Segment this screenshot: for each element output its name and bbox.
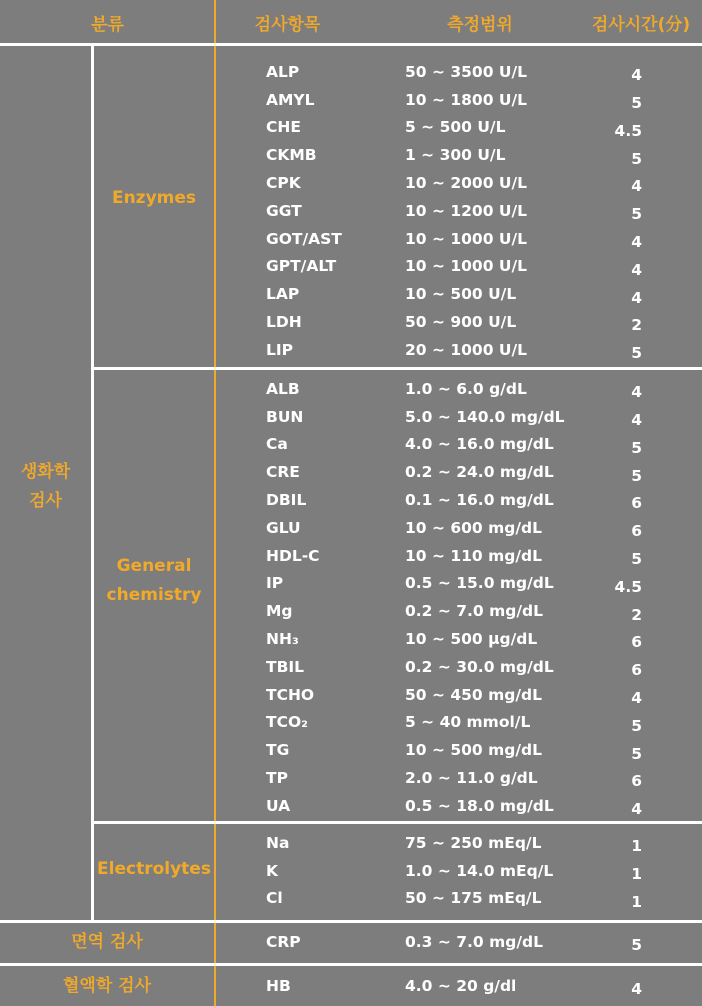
test-item: Mg (266, 602, 293, 621)
test-time: 4 (631, 800, 642, 819)
table-row (0, 197, 702, 225)
header-divider (0, 43, 702, 46)
test-item: GLU (266, 518, 301, 537)
test-item: CPK (266, 174, 301, 193)
table-row (0, 486, 702, 514)
test-item: IP (266, 574, 284, 593)
table-row (0, 653, 702, 681)
table-row (0, 458, 702, 486)
table-row (0, 625, 702, 653)
table-row (0, 114, 702, 142)
table-row (0, 764, 702, 792)
measure-range: 10 ~ 110 mg/dL (405, 546, 542, 565)
table-row (0, 681, 702, 709)
test-time: 4.5 (614, 121, 642, 140)
main-category-line1: 생화학 (20, 462, 71, 482)
test-item: HDL-C (266, 546, 320, 565)
test-item: K (266, 861, 279, 880)
table-row (0, 792, 702, 820)
category-hematology: 혈액학 검사 (62, 976, 152, 996)
test-time: 6 (631, 772, 642, 791)
test-time: 4 (631, 980, 642, 999)
test-item: ALP (266, 62, 300, 81)
table-row (0, 375, 702, 403)
test-time: 5 (631, 466, 642, 485)
measure-range: 10 ~ 1000 U/L (405, 257, 528, 276)
measure-range: 1.0 ~ 14.0 mEq/L (405, 861, 554, 880)
test-item: CKMB (266, 146, 317, 165)
measure-range: 0.5 ~ 15.0 mg/dL (405, 574, 554, 593)
measure-range: 10 ~ 2000 U/L (405, 174, 528, 193)
table-row (0, 280, 702, 308)
measure-range: 10 ~ 1200 U/L (405, 201, 528, 220)
measure-range: 0.3 ~ 7.0 mg/dL (405, 932, 543, 951)
test-time: 5 (631, 149, 642, 168)
group-divider-2 (93, 821, 702, 824)
test-time: 5 (631, 936, 642, 955)
test-time: 4 (631, 689, 642, 708)
test-time: 4 (631, 260, 642, 279)
table-row (0, 403, 702, 431)
test-time: 4 (631, 66, 642, 85)
measure-range: 50 ~ 450 mg/dL (405, 685, 542, 704)
test-item: AMYL (266, 90, 315, 109)
table-row (0, 431, 702, 459)
test-item: GPT/ALT (266, 257, 337, 276)
test-time: 6 (631, 494, 642, 513)
test-time: 4 (631, 177, 642, 196)
test-item: CRE (266, 463, 300, 482)
test-item: TP (266, 769, 288, 788)
table-row (0, 336, 702, 364)
test-time: 5 (631, 744, 642, 763)
test-time: 4 (631, 288, 642, 307)
category-immunology: 면역 검사 (71, 932, 143, 952)
measure-range: 10 ~ 1800 U/L (405, 90, 528, 109)
test-item: CHE (266, 118, 301, 137)
test-time: 6 (631, 661, 642, 680)
table-row (0, 86, 702, 114)
measure-range: 5 ~ 40 mmol/L (405, 713, 531, 732)
test-time: 5 (631, 94, 642, 113)
test-item: TG (266, 741, 290, 760)
test-item: TCO₂ (266, 713, 308, 732)
section-divider-1 (0, 920, 702, 923)
measure-range: 5.0 ~ 140.0 mg/dL (405, 407, 565, 426)
table-row (0, 253, 702, 281)
table-row (0, 736, 702, 764)
measure-range: 0.2 ~ 24.0 mg/dL (405, 463, 554, 482)
measure-range: 0.5 ~ 18.0 mg/dL (405, 796, 554, 815)
test-item: BUN (266, 407, 304, 426)
table-row (0, 597, 702, 625)
test-time: 2 (631, 316, 642, 335)
section-divider-2 (0, 963, 702, 966)
measure-range: 10 ~ 500 U/L (405, 285, 517, 304)
test-time: 1 (631, 865, 642, 884)
test-time: 6 (631, 522, 642, 541)
test-time: 4 (631, 233, 642, 252)
test-time: 1 (631, 892, 642, 911)
test-time: 6 (631, 633, 642, 652)
table-row (0, 141, 702, 169)
table-row (0, 58, 702, 86)
test-item: ALB (266, 379, 300, 398)
test-item: Ca (266, 435, 288, 454)
measure-range: 10 ~ 500 μg/dL (405, 630, 538, 649)
test-item: Na (266, 833, 290, 852)
test-item: HB (266, 976, 291, 995)
measure-range: 1 ~ 300 U/L (405, 146, 506, 165)
test-item: CRP (266, 932, 301, 951)
main-category-line2: 검사 (29, 490, 62, 511)
test-time: 5 (631, 344, 642, 363)
measure-range: 50 ~ 3500 U/L (405, 62, 528, 81)
test-item: GGT (266, 201, 302, 220)
test-time: 4 (631, 383, 642, 402)
group-name-line: chemistry (106, 584, 202, 605)
measure-range: 50 ~ 900 U/L (405, 313, 517, 332)
table-row (0, 885, 702, 913)
test-time: 1 (631, 837, 642, 856)
measure-range: 0.1 ~ 16.0 mg/dL (405, 491, 554, 510)
test-time: 5 (631, 438, 642, 457)
test-time: 5 (631, 550, 642, 569)
measure-range: 0.2 ~ 7.0 mg/dL (405, 602, 543, 621)
group-divider-1 (93, 367, 702, 370)
test-time: 4 (631, 411, 642, 430)
header-item: 검사항목 (254, 14, 321, 35)
table-row (0, 514, 702, 542)
measure-range: 5 ~ 500 U/L (405, 118, 506, 137)
table-row (0, 225, 702, 253)
measure-range: 0.2 ~ 30.0 mg/dL (405, 657, 554, 676)
measure-range: 10 ~ 600 mg/dL (405, 518, 542, 537)
measure-range: 4.0 ~ 16.0 mg/dL (405, 435, 554, 454)
table-row (0, 829, 702, 857)
measure-range: 4.0 ~ 20 g/dl (405, 976, 517, 995)
measure-range: 1.0 ~ 6.0 g/dL (405, 379, 527, 398)
test-item: LAP (266, 285, 300, 304)
test-time: 4.5 (614, 577, 642, 596)
test-item: LDH (266, 313, 302, 332)
group-name-line: General (116, 556, 192, 576)
test-item: NH₃ (266, 630, 299, 649)
table-row (0, 169, 702, 197)
header-range: 측정범위 (447, 14, 513, 35)
table-row (0, 857, 702, 885)
test-time: 5 (631, 716, 642, 735)
header-category: 분류 (91, 14, 124, 35)
test-item: TBIL (266, 657, 305, 676)
test-item: LIP (266, 340, 294, 359)
table-row (0, 709, 702, 737)
measure-range: 2.0 ~ 11.0 g/dL (405, 769, 538, 788)
table-row (0, 542, 702, 570)
test-item: TCHO (266, 685, 315, 704)
test-item: GOT/AST (266, 229, 342, 248)
header-time: 검사시간(分) (591, 14, 691, 35)
table-row (0, 308, 702, 336)
measure-range: 10 ~ 500 mg/dL (405, 741, 542, 760)
test-item: DBIL (266, 491, 307, 510)
measure-range: 50 ~ 175 mEq/L (405, 889, 542, 908)
group-name-line: Electrolytes (97, 859, 211, 879)
measure-range: 75 ~ 250 mEq/L (405, 833, 542, 852)
test-time: 5 (631, 205, 642, 224)
test-item: UA (266, 796, 291, 815)
table-row (0, 570, 702, 598)
measure-range: 10 ~ 1000 U/L (405, 229, 528, 248)
measure-range: 20 ~ 1000 U/L (405, 340, 528, 359)
test-item: Cl (266, 889, 283, 908)
test-time: 2 (631, 605, 642, 624)
group-name-line: Enzymes (111, 188, 197, 208)
